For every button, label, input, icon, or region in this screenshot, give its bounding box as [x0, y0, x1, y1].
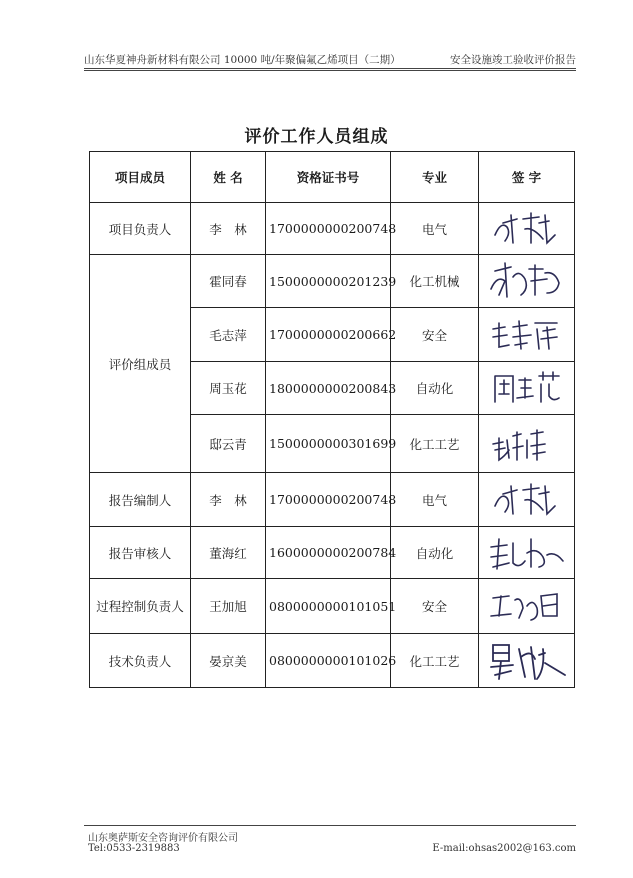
signature-image	[485, 639, 569, 683]
signature-cell	[479, 634, 575, 688]
signature-image	[485, 533, 569, 573]
signature-image	[487, 209, 567, 249]
footer-rule	[84, 825, 576, 826]
signature-cell	[479, 415, 575, 473]
major-cell: 安全	[391, 579, 479, 634]
cert-cell: 0800000000101026	[266, 634, 391, 688]
signature-image	[487, 368, 567, 408]
page-title: 评价工作人员组成	[244, 127, 389, 147]
cert-cell: 1700000000200748	[266, 203, 391, 255]
header-name: 姓 名	[191, 152, 266, 203]
header-cert: 资格证书号	[266, 152, 391, 203]
signature-cell	[479, 255, 575, 308]
header-major: 专业	[391, 152, 479, 203]
signature-cell	[479, 527, 575, 579]
name-cell: 邸云青	[191, 415, 266, 473]
header-role: 项目成员	[90, 152, 191, 203]
cert-cell: 1700000000200748	[266, 473, 391, 527]
signature-cell	[479, 473, 575, 527]
role-cell: 报告编制人	[90, 473, 191, 527]
header-rule	[84, 68, 576, 69]
header-report-title: 安全设施竣工验收评价报告	[450, 54, 576, 66]
major-cell: 电气	[391, 203, 479, 255]
major-cell: 化工工艺	[391, 634, 479, 688]
table-row	[90, 527, 575, 579]
signature-cell	[479, 308, 575, 362]
cert-cell: 1500000000201239	[266, 255, 391, 308]
role-cell: 过程控制负责人	[90, 579, 191, 634]
signature-cell	[479, 579, 575, 634]
table-row	[90, 473, 575, 527]
signature-image	[487, 315, 567, 355]
header-project-title: 山东华夏神舟新材料有限公司 10000 吨/年聚偏氟乙烯项目（二期）	[84, 54, 401, 66]
role-cell: 技术负责人	[90, 634, 191, 688]
cert-cell: 1800000000200843	[266, 362, 391, 415]
name-cell: 李 林	[191, 473, 266, 527]
signature-image	[487, 480, 567, 520]
name-cell: 毛志萍	[191, 308, 266, 362]
role-cell: 评价组成员	[90, 255, 191, 473]
major-cell: 化工机械	[391, 255, 479, 308]
major-cell: 化工工艺	[391, 415, 479, 473]
cert-cell: 0800000000101051	[266, 579, 391, 634]
signature-cell	[479, 362, 575, 415]
name-cell: 董海红	[191, 527, 266, 579]
cert-cell: 1500000000301699	[266, 415, 391, 473]
name-cell: 李 林	[191, 203, 266, 255]
table-row	[90, 203, 575, 255]
footer-tel: Tel:0533-2319883	[88, 843, 180, 854]
table-header-row	[90, 152, 575, 203]
signature-image	[487, 586, 567, 626]
major-cell: 自动化	[391, 362, 479, 415]
header-signature: 签 字	[479, 152, 575, 203]
major-cell: 安全	[391, 308, 479, 362]
staff-table	[89, 151, 575, 688]
table-row	[90, 634, 575, 688]
name-cell: 晏京美	[191, 634, 266, 688]
cert-cell: 1700000000200662	[266, 308, 391, 362]
name-cell: 霍同春	[191, 255, 266, 308]
major-cell: 电气	[391, 473, 479, 527]
signature-cell	[479, 203, 575, 255]
page-header	[84, 52, 576, 66]
signature-image	[487, 422, 567, 466]
major-cell: 自动化	[391, 527, 479, 579]
signature-image	[485, 259, 569, 303]
footer-email: E-mail:ohsas2002@163.com	[432, 843, 576, 854]
role-cell: 报告审核人	[90, 527, 191, 579]
name-cell: 周玉花	[191, 362, 266, 415]
role-cell: 项目负责人	[90, 203, 191, 255]
header-rule-secondary	[84, 70, 576, 71]
cert-cell: 1600000000200784	[266, 527, 391, 579]
table-row	[90, 255, 575, 308]
name-cell: 王加旭	[191, 579, 266, 634]
footer-company: 山东奥萨斯安全咨询评价有限公司	[88, 833, 238, 844]
table-row	[90, 579, 575, 634]
